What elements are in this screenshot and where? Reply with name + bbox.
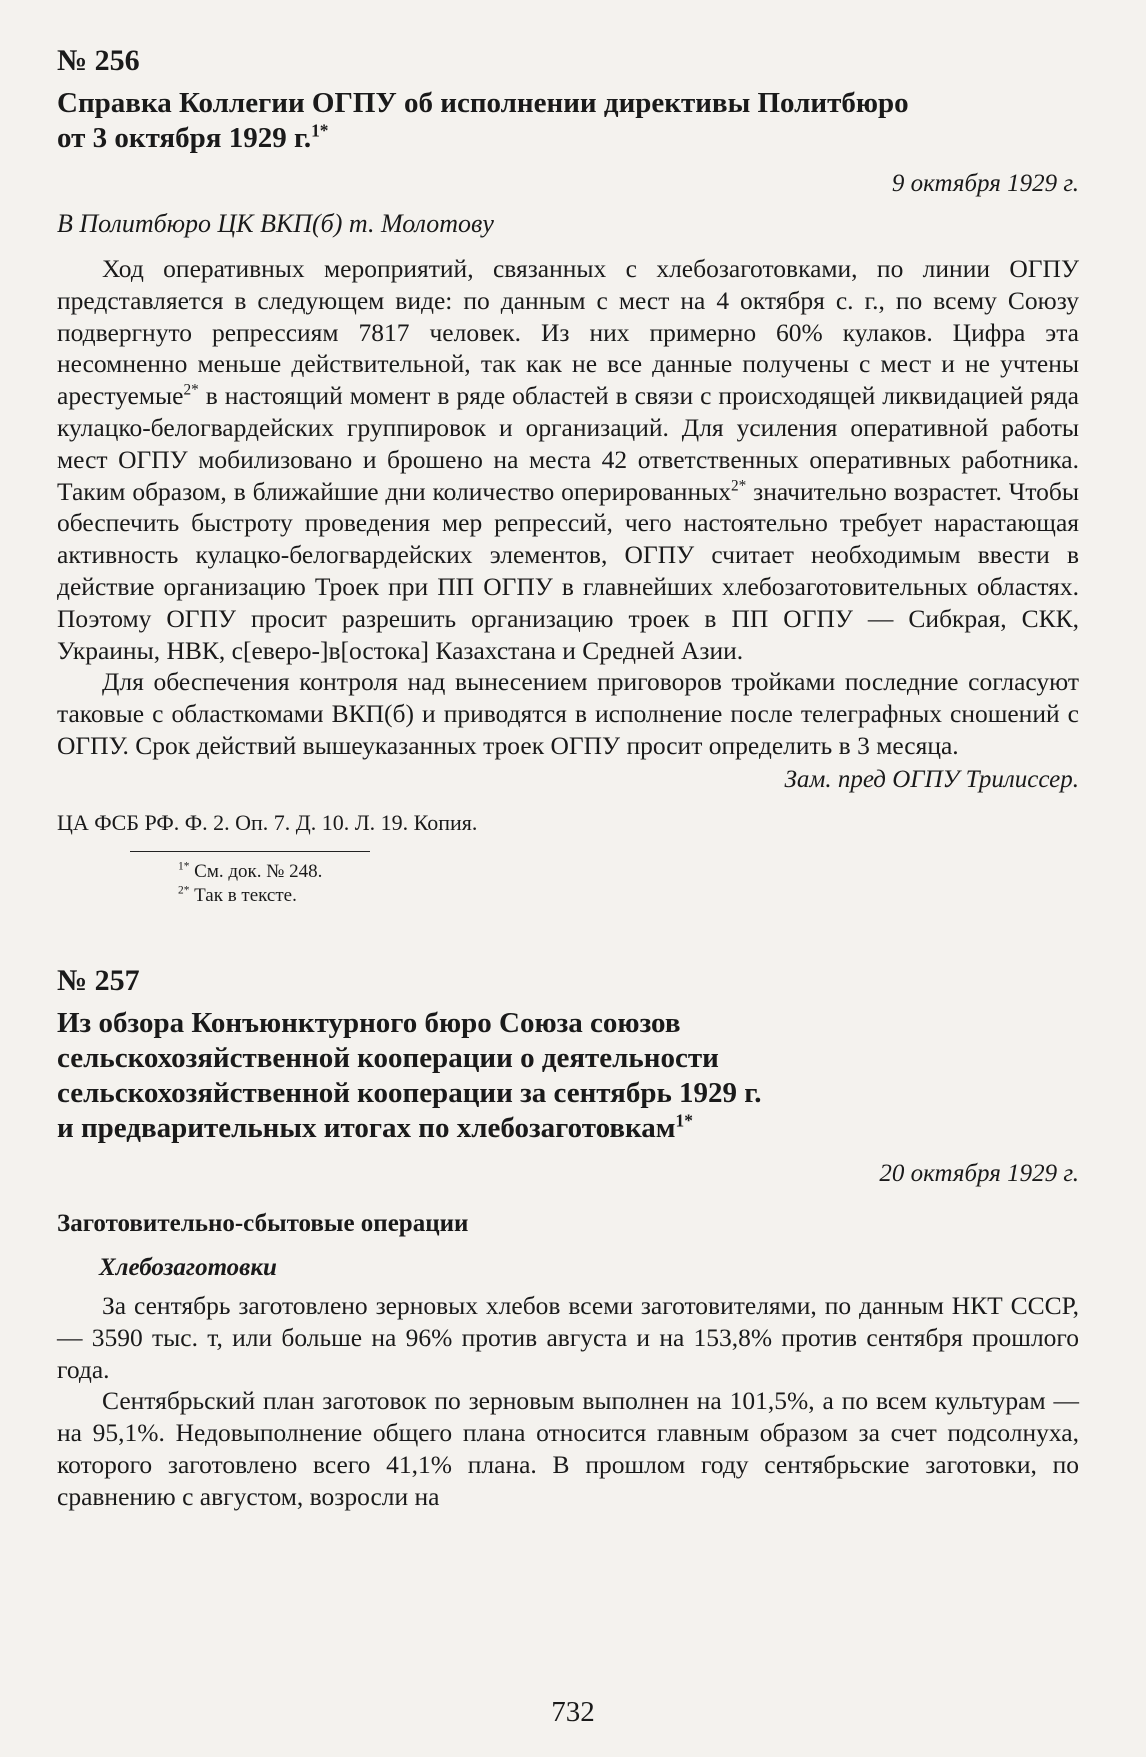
footnote-1: $^{1*}$ См. док. № 248. [178,860,323,882]
doc-256-title-line2: от 3 октября 1929 г.$^{1*}$ [57,120,329,154]
doc-256-title [57,86,1079,156]
footnote-mark: 2* [183,381,199,399]
footnote-divider [130,851,370,852]
doc-256-date: 9 октября 1929 г. [891,170,1079,197]
doc-256-body [57,253,1079,762]
doc-256-archival-source: ЦА ФСБ РФ. Ф. 2. Оп. 7. Д. 10. Л. 19. Копия. [57,810,478,835]
doc-256-paragraph-1: Ход оперативных мероприятий, связанных с хлебозаготовками, по линии ОГПУ представляется в следующем виде: по данным с мест на 4 октября с. г., по всему Союзу подвергнуто репрессиям 7817 человек. Из них примерно 60% кулаков. Цифра эта несомненно меньше действительной, так как не все данные получены с мест и не учтены арестуемые$^{2*}$ в настоящий момент в ряде областей в связи с происходящей ликвидацией ряда кулацко-белогвардейских группировок и организаций. Для усиления оперативной работы мест ОГПУ мобилизовано и брошено на места 42 ответственных оперативных работника. Таким образом, в ближайшие дни количество оперированных$^{2*}$ значительно возрастет. Чтобы обеспечить быстроту проведения мер репрессий, чего настоятельно требует нарастающая активность кулацко-белогвардейских элементов, ОГПУ считает необходимым ввести в действие организацию Троек при ПП ОГПУ в главнейших хлебозаготовительных областях. Поэтому ОГПУ просит разрешить организацию троек в ПП ОГПУ — Сибкрая, СКК, Украины, НВК, с[еверо-]в[остока] Казахстана и Средней Азии. [57,254,1080,665]
doc-256-number: № 256 [57,44,140,77]
doc-256-paragraph-2: Для обеспечения контроля над вынесением приговоров тройками последние согласуют таковые с областкомами ВКП(б) и приводятся в исполнение после телеграфных сношений с ОГПУ. Срок действий вышеуказанных троек ОГПУ просит определить в 3 месяца. [57,667,1079,760]
doc-257-number: № 257 [57,964,140,997]
doc-256-addressee: В Политбюро ЦК ВКП(б) т. Молотову [57,209,494,238]
doc-257-title-footnote-mark: 1* [675,1110,693,1131]
doc-256-title-footnote-mark: 1* [311,120,329,141]
doc-257-title-line4: и предварительных итогах по хлебозаготовкам$^{1*}$ [57,1110,693,1144]
doc-257-paragraph-2: Сентябрьский план заготовок по зерновым выполнен на 101,5%, а по всем культурам — на 95,1%. Недовыполнение общего плана относится главным образом за счет подсолнуха, которого заготовлено всего 41,1% плана. В прошлом году сентябрьские заготовки, по сравнению с августом, возросли на [57,1386,1079,1511]
doc-257-title-line1: Из обзора Конъюнктурного бюро Союза союзов [57,1007,681,1039]
footnote-mark: 2* [730,477,747,495]
doc-257-date: 20 октября 1929 г. [879,1160,1079,1187]
doc-257-body [57,1290,1079,1513]
doc-257-paragraph-1: За сентябрь заготовлено зерновых хлебов всеми заготовителями, по данным НКТ СССР, — 3590 тыс. т, или больше на 96% против августа и на 153,8% против сентября прошлого года. [57,1291,1079,1384]
doc-257-subsection-heading: Хлебозаготовки [99,1254,277,1281]
doc-257-title-line2: сельскохозяйственной кооперации о деятельности [57,1042,719,1074]
page-number: 732 [551,1696,595,1728]
doc-257-title-line3: сельскохозяйственной кооперации за сентябрь 1929 г. [57,1077,762,1109]
footnote-2: $^{2*}$ Так в тексте. [178,884,297,906]
doc-257-section-heading: Заготовительно-сбытовые операции [57,1210,469,1237]
doc-256-signature: Зам. пред ОГПУ Трилиссер. [784,766,1079,793]
doc-256-title-line1: Справка Коллегии ОГПУ об исполнении директивы Политбюро [57,87,909,119]
doc-257-title [57,1006,1079,1146]
